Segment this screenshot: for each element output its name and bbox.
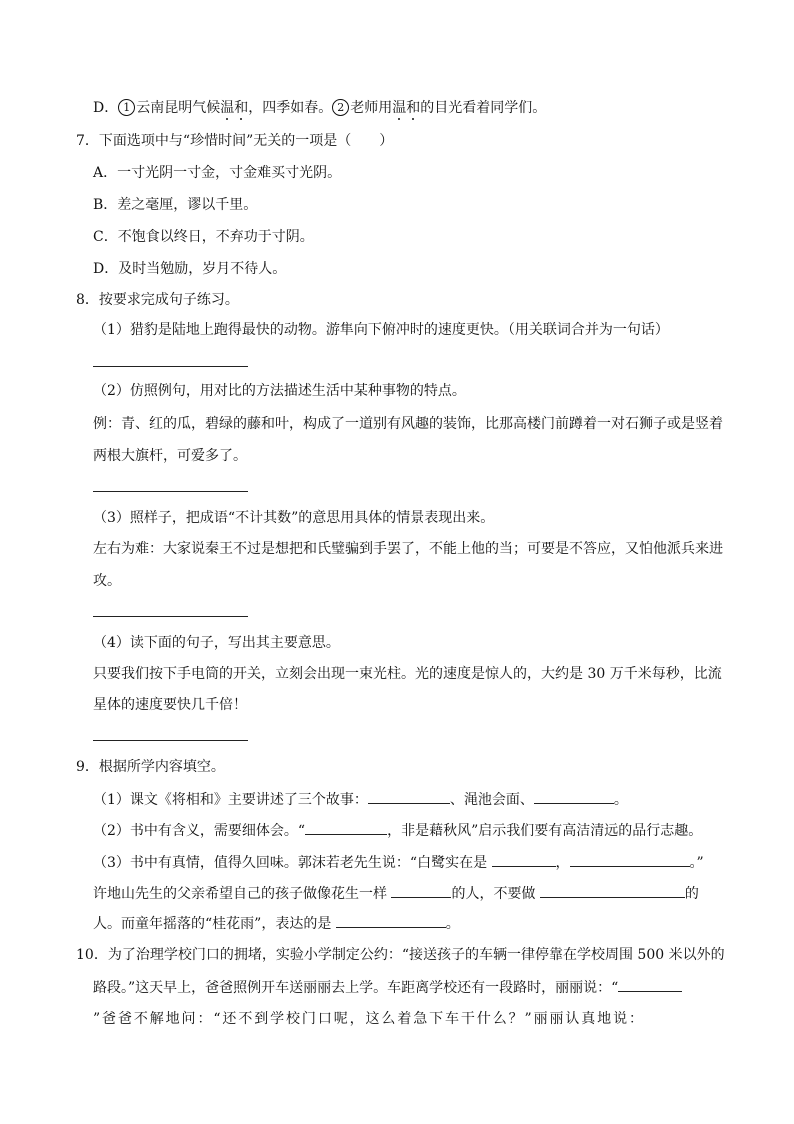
q8-sub2: （2）仿照例句，用对比的方法描述生活中某种事物的特点。 <box>93 383 466 399</box>
q9-line4: 许地山先生的父亲希望自己的孩子做像花生一样 的人，不要做 的 <box>93 883 699 903</box>
q8-stem: 8．按要求完成句子练习。 <box>76 292 239 308</box>
q9-blank-8[interactable] <box>336 913 446 928</box>
q7-stem: 7．下面选项中与“珍惜时间”无关的一项是（ ） <box>76 133 394 149</box>
q7-option-b[interactable]: B．差之毫厘，谬以千里。 <box>93 197 258 213</box>
q9-line2: （2）书中有含义，需要细体会。“ ，非是藉秋风”启示我们要有高洁清远的品行志趣。 <box>93 820 702 840</box>
q7-option-c[interactable]: C．不饱食以终日，不弃功于寸阴。 <box>93 229 314 245</box>
q8-sub3-example-line1: 左右为难：大家说秦王不过是想把和氏璧骗到手罢了，不能上他的当；可要是不答应，又怕他派兵来进 <box>93 541 723 557</box>
q9-line3: （3）书中有真情，值得久回味。郭沫若老先生说：“白鹭实在是 ， 。” <box>93 852 704 872</box>
q8-sub1: （1）猎豹是陆地上跑得最快的动物。游隼向下俯冲时的速度更快。（用关联词合并为一句话） <box>93 322 669 338</box>
q8-answer-line-1[interactable] <box>93 366 248 367</box>
q7-option-a[interactable]: A．一寸光阴一寸金，寸金难买寸光阴。 <box>93 165 342 181</box>
q8-answer-line-3[interactable] <box>93 616 248 617</box>
q9-line1: （1）课文《将相和》主要讲述了三个故事： 、渑池会面、 。 <box>93 789 628 809</box>
q8-sub4-text-line2: 星体的速度要快几千倍！ <box>93 697 247 713</box>
q6-option-d: D． 1 云南昆明气候温和，四季如春。 2 老师用温和的目光看着同学们。 <box>93 100 547 116</box>
q8-sub2-example-line1: 例：青、红的瓜，碧绿的藤和叶，构成了一道别有风趣的装饰，比那高楼门前蹲着一对石狮子或是竖着 <box>93 416 723 432</box>
q8-sub3: （3）照样子，把成语“不计其数”的意思用具体的情景表现出来。 <box>93 510 495 526</box>
q10-line2: 路段。”这天早上，爸爸照例开车送丽丽去上学。车距离学校还有一段路时，丽丽说：“ <box>93 977 682 997</box>
q9-blank-4[interactable] <box>492 852 556 867</box>
q8-answer-line-2[interactable] <box>93 491 248 492</box>
q8-sub4-text-line1: 只要我们按下手电筒的开关，立刻会出现一束光柱。光的速度是惊人的，大约是 30 万千米每秒，比流 <box>93 666 722 682</box>
q10-blank-1[interactable] <box>618 977 682 992</box>
q8-answer-line-4[interactable] <box>93 740 248 741</box>
q9-line5: 人。而童年摇落的“桂花雨”，表达的是 。 <box>93 913 460 933</box>
q9-blank-3[interactable] <box>305 820 387 835</box>
q9-blank-2[interactable] <box>534 789 614 804</box>
q9-blank-6[interactable] <box>391 883 451 898</box>
q9-blank-5[interactable] <box>570 852 690 867</box>
q9-stem: 9．根据所学内容填空。 <box>76 759 225 775</box>
q9-blank-7[interactable] <box>540 883 685 898</box>
q8-sub2-example-line2: 两根大旗杆，可爱多了。 <box>93 448 247 464</box>
q8-sub4: （4）读下面的句子，写出其主要意思。 <box>93 635 340 651</box>
q10-line3: ”爸爸不解地问：“还不到学校门口呢，这么着急下车干什么？”丽丽认真地说： <box>93 1011 645 1027</box>
q9-blank-1[interactable] <box>368 789 450 804</box>
q10-line1: 10．为了治理学校门口的拥堵，实验小学制定公约：“接送孩子的车辆一律停靠在学校周围 500 米以外的 <box>76 947 725 963</box>
circled-number-2: 2 <box>332 99 349 116</box>
q8-sub3-example-line2: 攻。 <box>93 573 121 589</box>
q7-option-d[interactable]: D．及时当勉励，岁月不待人。 <box>93 261 287 277</box>
circled-number-1: 1 <box>118 99 135 116</box>
